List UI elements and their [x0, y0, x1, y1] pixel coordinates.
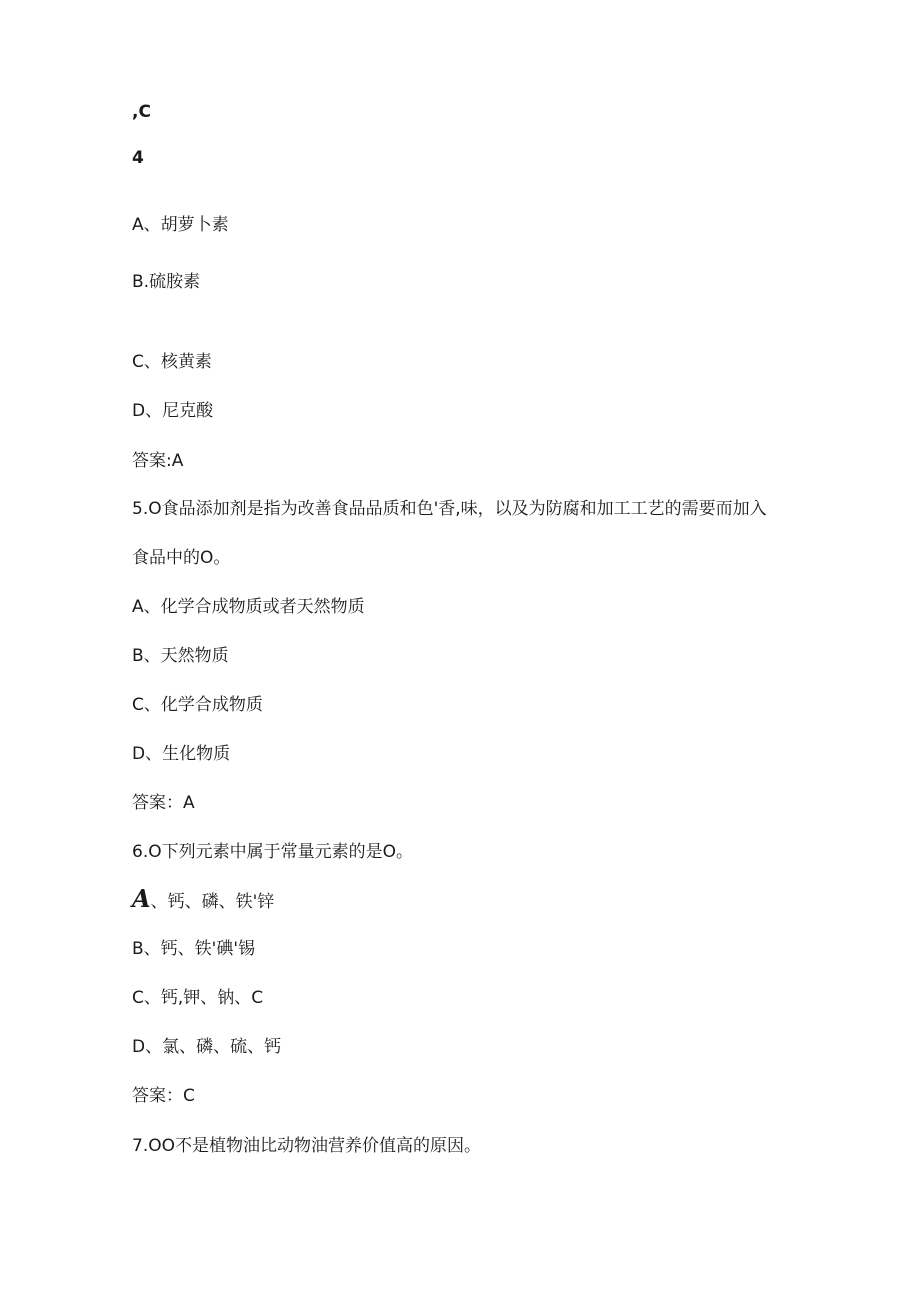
q6-option-a-text: 、钙、磷、铁'锌: [150, 892, 275, 912]
fragment-text: ,C: [132, 102, 151, 122]
q5-answer: 答案：A: [132, 793, 195, 813]
q6-option-c: C、钙,钾、钠、C: [132, 988, 264, 1008]
q6-option-a: [132, 884, 275, 914]
q5-option-a: A、化学合成物质或者天然物质: [132, 597, 365, 617]
q4-option-a: A、胡萝卜素: [132, 215, 229, 235]
q7-stem: 7.OO不是植物油比动物油营养价值高的原因。: [132, 1136, 481, 1156]
q5-option-c: C、化学合成物质: [132, 695, 263, 715]
q6-answer: 答案：C: [132, 1086, 195, 1106]
q5-option-b: B、天然物质: [132, 646, 229, 666]
q5-stem-line-1: 5.O食品添加剂是指为改善食品品质和色'香,味，以及为防腐和加工工艺的需要而加入: [132, 499, 767, 519]
q6-option-a-letter: A: [132, 884, 151, 913]
q4-option-c: C、核黄素: [132, 352, 212, 372]
q6-option-b: B、钙、铁'碘'锡: [132, 939, 256, 959]
q4-option-d: D、尼克酸: [132, 401, 214, 421]
q5-stem-line-2: 食品中的O。: [132, 548, 231, 568]
q4-option-b: B.硫胺素: [132, 272, 201, 292]
q5-option-d: D、生化物质: [132, 744, 231, 764]
q6-option-d: D、氯、磷、硫、钙: [132, 1037, 282, 1057]
fragment-number: 4: [132, 148, 144, 168]
q4-answer: 答案:A: [132, 451, 184, 471]
q6-stem: 6.O下列元素中属于常量元素的是O。: [132, 842, 413, 862]
